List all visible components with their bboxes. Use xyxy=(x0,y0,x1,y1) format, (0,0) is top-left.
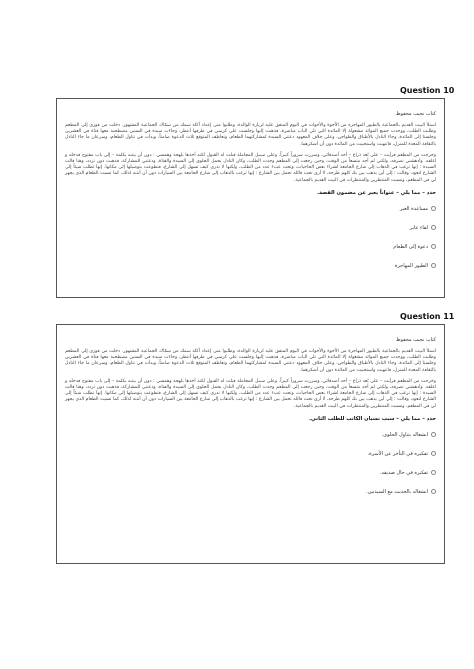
answer-option-4[interactable] xyxy=(65,263,436,269)
answer-option-1[interactable] xyxy=(65,206,436,212)
radio-button[interactable] xyxy=(431,489,436,494)
radio-button[interactable] xyxy=(431,244,436,249)
question-prompt: حدد – مما يلي – سبب نسيان الكاتب للطلب الثاني. xyxy=(308,415,436,422)
passage-label: كتاب نجيب محفوظ xyxy=(396,111,436,117)
question-11-header: Question 11 xyxy=(400,312,455,321)
passage-paragraph-2: وخرجت من المطعم فرأيت – على بُعد ذراع – أحد أصدقائي، وسررت سروراً كبيراً. وعلى سبيل المجاملة قبلت له القبول لكنه أخذها بلهجة وهمسي : دون أن ينتبه بكلمة – إلى باب مفتوح فدخله و اغلقه. وأدهشني تصرفه، ولكني لم أجد متسعاً من الوقت، وحين رجعت إلى المطعم وجدت الطلب، وكان النادل يحمل الحلوى إلى السيدة والفتاة، ودعتني للمشاركة، فذهبت دون تردد، وهنا قالت السيدة : إنها ترغب في الذهاب إلى شارع الجامعة لشراء بعض الحاجيات، وتحت عبء عدد من الطلب، ولكنها لا تدري كيف تسهل إلى الشارع، فتطوعت بتوصيلها إلى مكانها. إنها تطلب شيئاً إلى الشارع لتعود، وقالت : إلى أين يذهب بين بك كلهم طرحه، لا أرى تحت فالله تحمل بين الشارع : إنها ترغب بالذهاب إلى شارع الجامعة بين السيارات دون أن أنتبه لذلك، كما نسيت الطعام الذي يجهز لي في المطعم، ونسيت المنتظرين والمنتظرات في البيت القديم بالجماعية. xyxy=(65,152,436,183)
question-10-box xyxy=(56,98,445,298)
answer-option-3[interactable] xyxy=(65,244,436,250)
answer-option-4[interactable] xyxy=(65,489,436,495)
answer-option-3[interactable] xyxy=(65,470,436,476)
question-prompt: حدد – مما يلي – عنواناً يعبر عن مضمون القصة. xyxy=(317,189,436,196)
answer-option-label: دعوة إلى الطعام xyxy=(393,243,428,250)
answer-option-label: تفكيره في التأخر عن الأسرة. xyxy=(367,450,428,457)
answer-option-2[interactable] xyxy=(65,451,436,457)
answer-option-label: لقاء عابر xyxy=(409,224,428,231)
radio-button[interactable] xyxy=(431,451,436,456)
answer-option-label: الطيور المهاجرة xyxy=(394,262,428,269)
answer-option-label: مساعدة الغير xyxy=(399,205,428,212)
passage-paragraph-1: استلأ البيت القديم بالجماعية بالطيور المهاجرة من الأخوة والأخوات في اليوم المتفق عليه لزيارة الوالدة، وطلبوا منى إعداد أكلة سمك من سمّاك الجماعية المشهور. دخلت من فوزي إلى المطعم وطلبت الطلب، ووجدت جميع الموائد مشغولة إلا المائدة التي تلي الباب مباشرة، فذهبت إليها وجلست على كرسي في طرفها أنتظر، وجاءت سيدة في السنين مصطحبة معها فتاة في العشرين وجلستا إلى المائدة، وجاء النادل بالأطباق والطواجن، وعلى خلاف المعهود دعتني السيدة لمشاركتهما الطعام، وتعاطف المتوقع ثلاث الدعوة صامتاً، وبدأت في تناول الطعام، وسرعان ما جاء النادل بالثقافة المعدة للمنزل، فانتهيت واستحييت من المائدة دون أن أشكرهما. xyxy=(65,123,436,147)
radio-button[interactable] xyxy=(431,225,436,230)
passage-label: كتاب نجيب محفوظ xyxy=(396,337,436,343)
radio-button[interactable] xyxy=(431,206,436,211)
radio-button[interactable] xyxy=(431,263,436,268)
answer-option-2[interactable] xyxy=(65,225,436,231)
radio-button[interactable] xyxy=(431,470,436,475)
question-10-header: Question 10 xyxy=(400,86,455,95)
answer-option-label: انشغاله بالحديث مع السيدتين. xyxy=(366,488,428,495)
answer-option-1[interactable] xyxy=(65,432,436,438)
answer-option-label: انشغاله بتناول الحلوى. xyxy=(381,431,428,438)
question-11-box xyxy=(56,324,445,564)
passage-paragraph-2: وخرجت من المطعم فرأيت – على بُعد ذراع – أحد أصدقائي، وسررت سروراً كبيراً. وعلى سبيل المجاملة قبلت له القبول لكنه أخذها بلهجة وهمسي : دون أن ينتبه بكلمة – إلى باب مفتوح فدخله و اغلقه. وأدهشني تصرفه، ولكني لم أجد متسعاً من الوقت، وحين رجعت إلى المطعم وجدت الطلب، وكان النادل يحمل الحلوى إلى السيدة والفتاة، ودعتني للمشاركة، فذهبت دون تردد، وهنا قالت السيدة : إنها ترغب في الذهاب إلى شارع الجامعة لشراء بعض الحاجيات، وتحت عبء عدد من الطلب، ولكنها لا تدري كيف تسهل إلى الشارع، فتطوعت بتوصيلها إلى مكانها. إنها تطلب شيئاً إلى الشارع لتعود، وقالت : إلى أين يذهب بين بك كلهم طرحه، لا أرى تحت فالله تحمل بين الشارع : إنها ترغب بالذهاب إلى شارع الجامعة بين السيارات دون أن أنتبه لذلك، كما نسيت الطعام الذي يجهز لي في المطعم، ونسيت المنتظرين والمنتظرات في البيت القديم بالجماعية. xyxy=(65,378,436,409)
radio-button[interactable] xyxy=(431,432,436,437)
answer-option-label: تفكيره في حال صديقه. xyxy=(379,469,428,476)
passage-paragraph-1: استلأ البيت القديم بالجماعية بالطيور المهاجرة من الأخوة والأخوات في اليوم المتفق عليه لزيارة الوالدة، وطلبوا منى إعداد أكلة سمك من سمّاك الجماعية المشهور. دخلت من فوزي إلى المطعم وطلبت الطلب، ووجدت جميع الموائد مشغولة إلا المائدة التي تلي الباب مباشرة، فذهبت إليها وجلست على كرسي في طرفها أنتظر، وجاءت سيدة في السنين مصطحبة معها فتاة في العشرين وجلستا إلى المائدة، وجاء النادل بالأطباق والطواجن، وعلى خلاف المعهود دعتني السيدة لمشاركتهما الطعام، وتعاطف المتوقع ثلاث الدعوة صامتاً، وبدأت في تناول الطعام، وسرعان ما جاء النادل بالثقافة المعدة للمنزل، فانتهيت واستحييت من المائدة دون أن أشكرهما. xyxy=(65,349,436,373)
